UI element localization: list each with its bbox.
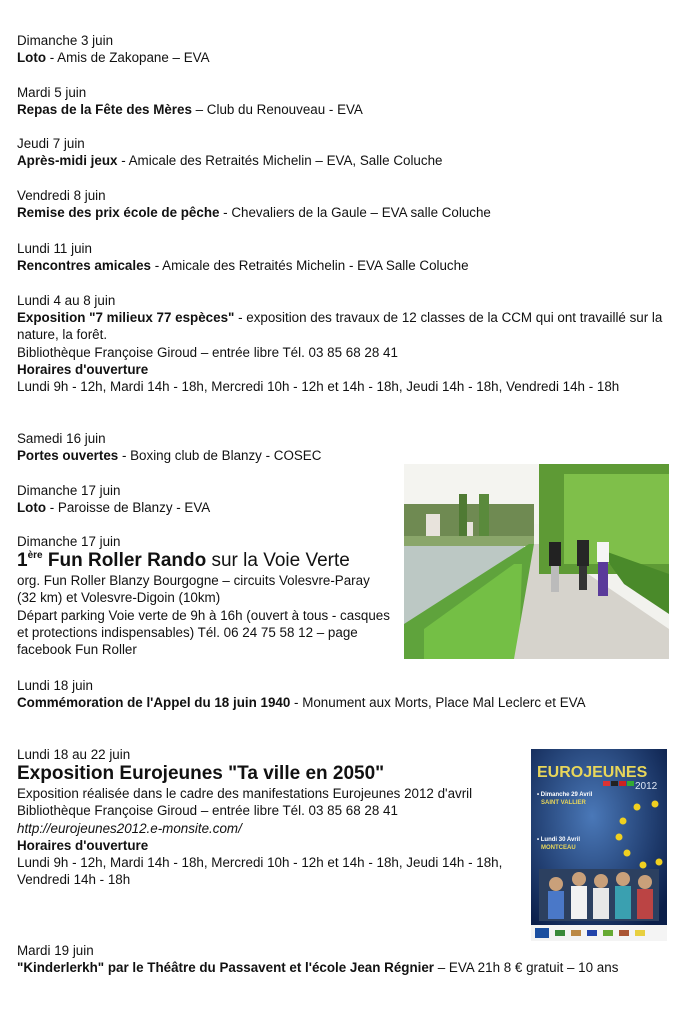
poster-place-1: SAINT VALLIER <box>541 800 586 806</box>
poster-brand: EUROJEUNES <box>537 764 648 781</box>
event-date: Vendredi 8 juin <box>17 188 106 203</box>
event-title: Remise des prix école de pêche <box>17 205 220 221</box>
event-item <box>17 292 667 395</box>
event-date: Lundi 11 juin <box>17 241 92 256</box>
event-title: Exposition "7 milieux 77 espèces" <box>17 310 235 326</box>
event-details: – Club du Renouveau - EVA <box>191 102 363 118</box>
event-details: - Amicale des Retraités Michelin - EVA Salle Coluche <box>150 258 469 274</box>
event-item <box>17 942 682 976</box>
event-date: Mardi 19 juin <box>17 943 94 958</box>
event-hours: Lundi 9h - 12h, Mardi 14h - 18h, Mercredi 10h - 12h et 14h - 18h, Jeudi 14h - 18h, Vendredi 14h - 18h <box>17 379 620 395</box>
event-item <box>17 746 522 888</box>
event-title: Loto <box>17 500 46 516</box>
title-rest: sur la Voie Verte <box>206 550 350 572</box>
event-venue: Bibliothèque Françoise Giroud – entrée libre Tél. 03 85 68 28 41 <box>17 803 398 819</box>
eurojeunes-poster-image <box>531 749 667 941</box>
event-item <box>17 84 677 118</box>
event-title: "Kinderlerkh" par le Théâtre du Passavent et l'école Jean Régnier <box>17 960 435 976</box>
event-item <box>17 240 677 274</box>
poster-year: 2012 <box>635 781 658 792</box>
event-item <box>17 677 687 711</box>
event-date: Lundi 18 au 22 juin <box>17 747 131 762</box>
event-details: - Paroisse de Blanzy - EVA <box>46 500 211 516</box>
event-date: Dimanche 3 juin <box>17 33 114 48</box>
event-date: Samedi 16 juin <box>17 431 106 446</box>
event-details: - Monument aux Morts, Place Mal Leclerc et EVA <box>290 695 586 711</box>
event-title: Portes ouvertes <box>17 448 119 464</box>
event-item <box>17 482 397 516</box>
event-title: Après-midi jeux <box>17 153 118 169</box>
event-date: Dimanche 17 juin <box>17 534 121 549</box>
event-details: Départ parking Voie verte de 9h à 16h (ouvert à tous - casques et protections indispensables) Tél. 06 24 75 58 12 – page facebook Fun Roller <box>17 607 390 658</box>
event-website-link[interactable]: http://eurojeunes2012.e-monsite.com/ <box>17 820 242 836</box>
event-details: – EVA 21h 8 € gratuit – 10 ans <box>434 960 619 976</box>
event-details: - exposition des travaux de 12 classes de la CCM qui ont travaillé sur la nature, la forêt. <box>17 310 663 343</box>
event-details: - Amis de Zakopane – EVA <box>46 50 210 66</box>
title-main: Fun Roller Rando <box>42 550 207 572</box>
event-date: Mardi 5 juin <box>17 85 87 100</box>
event-title: Commémoration de l'Appel du 18 juin 1940 <box>17 695 291 711</box>
event-title: Repas de la Fête des Mères <box>17 102 192 118</box>
event-title: Rencontres amicales <box>17 258 151 274</box>
event-date: Dimanche 17 juin <box>17 483 121 498</box>
event-date: Lundi 18 juin <box>17 678 93 693</box>
event-date: Jeudi 7 juin <box>17 136 85 151</box>
roller-photo-image <box>404 464 669 659</box>
event-hours: Lundi 9h - 12h, Mardi 14h - 18h, Mercredi 10h - 12h et 14h - 18h, Jeudi 14h - 18h, Vendredi 14h - 18h <box>17 855 503 888</box>
event-title: Loto <box>17 50 46 66</box>
event-details: - Chevaliers de la Gaule – EVA salle Coluche <box>219 205 491 221</box>
event-item <box>17 32 677 66</box>
hours-label: Horaires d'ouverture <box>17 837 149 853</box>
poster-place-2: MONTCEAU <box>541 845 576 851</box>
event-details: - Amicale des Retraités Michelin – EVA, Salle Coluche <box>117 153 443 169</box>
event-venue: Bibliothèque Françoise Giroud – entrée libre Tél. 03 85 68 28 41 <box>17 344 398 360</box>
event-title: Exposition Eurojeunes "Ta ville en 2050" <box>17 763 385 785</box>
eurojeunes-poster <box>531 749 667 941</box>
event-item <box>17 430 397 464</box>
event-details: - Boxing club de Blanzy - COSEC <box>118 448 322 464</box>
event-organizer: org. Fun Roller Blanzy Bourgogne – circuits Volesvre-Paray (32 km) et Volesvre-Digoin (10km) <box>17 573 370 606</box>
title-number: 1 <box>17 550 28 572</box>
event-description: Exposition réalisée dans le cadre des manifestations Eurojeunes 2012 d'avril <box>17 786 473 802</box>
event-item <box>17 135 677 169</box>
roller-photo <box>404 464 669 659</box>
poster-date-2: • Lundi 30 Avril <box>537 837 580 843</box>
title-superscript: ère <box>27 550 43 562</box>
event-item <box>17 533 392 658</box>
event-title <box>17 550 392 572</box>
event-date: Lundi 4 au 8 juin <box>17 293 116 308</box>
event-item <box>17 187 677 221</box>
hours-label: Horaires d'ouverture <box>17 361 149 377</box>
poster-date-1: • Dimanche 29 Avril <box>537 792 593 798</box>
